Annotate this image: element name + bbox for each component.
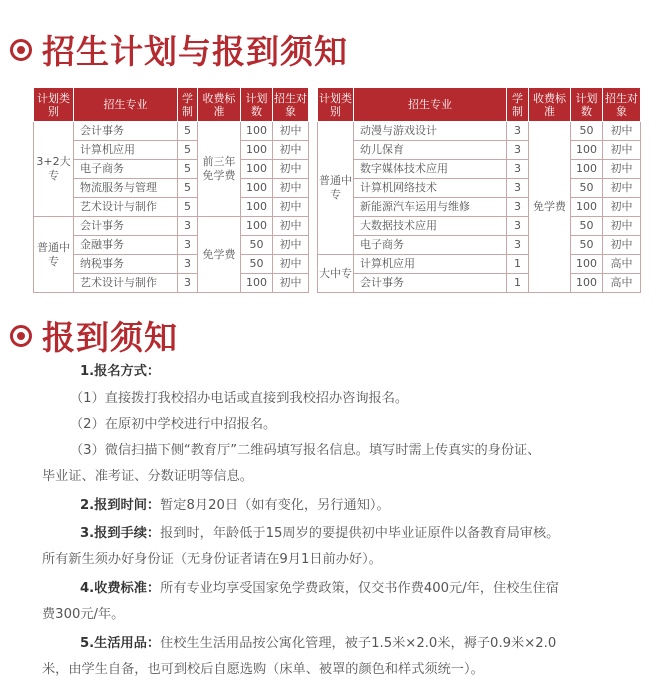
target-cell: 高中 (603, 274, 641, 293)
plan-cell: 100 (241, 160, 273, 179)
target-cell: 初中 (273, 179, 309, 198)
header-years: 学制 (507, 88, 529, 122)
section-title-plan (10, 26, 348, 73)
target-cell: 初中 (603, 236, 641, 255)
header-category: 计划类别 (318, 88, 354, 122)
item1-sub3a: （3）微信扫描下侧“教育厅”二维码填写报名信息。填写时需上传真实的身份证、 (70, 443, 541, 458)
major-cell: 金融事务 (74, 236, 178, 255)
target-cell: 初中 (603, 122, 641, 141)
table-row (34, 255, 309, 274)
plan-cell: 100 (241, 141, 273, 160)
target-cell: 初中 (603, 141, 641, 160)
years-cell: 5 (178, 141, 198, 160)
enrollment-table-left (33, 87, 309, 293)
plan-cell: 50 (241, 236, 273, 255)
fee-cell: 免学费 (529, 122, 571, 293)
category-cell: 大中专 (318, 255, 354, 293)
header-plan: 计划数 (241, 88, 273, 122)
target-cell: 初中 (273, 160, 309, 179)
plan-cell: 100 (571, 141, 603, 160)
table-row (34, 160, 309, 179)
years-cell: 3 (178, 255, 198, 274)
table-row (318, 236, 641, 255)
target-cell: 初中 (273, 274, 309, 293)
header-years: 学制 (178, 88, 198, 122)
plan-cell: 100 (571, 255, 603, 274)
plan-cell: 100 (571, 198, 603, 217)
item1-sub3b: 毕业证、准考证、分数证明等信息。 (42, 469, 253, 484)
table-row (318, 179, 641, 198)
table-row (318, 255, 641, 274)
major-cell: 艺术设计与制作 (74, 198, 178, 217)
major-cell: 纳税事务 (74, 255, 178, 274)
major-cell: 计算机应用 (74, 141, 178, 160)
plan-cell: 100 (241, 274, 273, 293)
major-cell: 电子商务 (354, 236, 507, 255)
major-cell: 艺术设计与制作 (74, 274, 178, 293)
years-cell: 3 (507, 122, 529, 141)
table-header-row (318, 88, 641, 122)
item5-text-a: 住校生生活用品按公寓化管理，被子1.5米×2.0米，褥子0.9米×2.0 (160, 636, 557, 651)
table-row (318, 217, 641, 236)
ring-bullet-icon (10, 325, 32, 347)
table-row (318, 141, 641, 160)
header-major: 招生专业 (354, 88, 507, 122)
table-header-row (34, 88, 309, 122)
major-cell: 新能源汽车运用与维修 (354, 198, 507, 217)
plan-cell: 100 (571, 274, 603, 293)
table-row (34, 236, 309, 255)
target-cell: 初中 (273, 141, 309, 160)
plan-cell: 50 (571, 236, 603, 255)
years-cell: 5 (178, 122, 198, 141)
item3-label: 3.报到手续： (80, 526, 161, 541)
table-row (318, 274, 641, 293)
header-target: 招生对象 (273, 88, 309, 122)
years-cell: 3 (507, 198, 529, 217)
target-cell: 初中 (273, 198, 309, 217)
years-cell: 1 (507, 255, 529, 274)
table-row (34, 141, 309, 160)
item4-text-b: 费300元/年。 (42, 607, 125, 622)
major-cell: 会计事务 (74, 122, 178, 141)
target-cell: 初中 (273, 255, 309, 274)
major-cell: 大数据技术应用 (354, 217, 507, 236)
ring-bullet-icon (10, 39, 32, 61)
header-major: 招生专业 (74, 88, 178, 122)
years-cell: 3 (507, 179, 529, 198)
item1-label: 1.报名方式： (80, 364, 161, 379)
section-title-text: 报到须知 (42, 318, 178, 357)
target-cell: 初中 (273, 217, 309, 236)
table-row (34, 122, 309, 141)
plan-cell: 100 (241, 198, 273, 217)
item2-text: 暂定8月20日（如有变化，另行通知）。 (160, 498, 390, 513)
item5-text-b: 米，由学生自备，也可到校后自愿选购（床单、被罩的颜色和样式须统一）。 (42, 662, 484, 677)
plan-cell: 50 (571, 122, 603, 141)
item1-sub2: （2）在原初中学校进行中招报名。 (70, 417, 277, 432)
header-target: 招生对象 (603, 88, 641, 122)
table-row (318, 122, 641, 141)
years-cell: 3 (507, 141, 529, 160)
enrollment-table-right (317, 87, 641, 293)
item1-sub1: （1）直接拨打我校招办电话或直接到我校招办咨询报名。 (70, 391, 409, 406)
item4-text-a: 所有专业均享受国家免学费政策，仅交书作费400元/年，住校生住宿 (160, 581, 559, 596)
header-category: 计划类别 (34, 88, 74, 122)
major-cell: 计算机应用 (354, 255, 507, 274)
fee-cell: 免学费 (198, 217, 241, 293)
table-row (34, 217, 309, 236)
fee-cell: 前三年免学费 (198, 122, 241, 217)
target-cell: 初中 (603, 198, 641, 217)
years-cell: 5 (178, 198, 198, 217)
major-cell: 物流服务与管理 (74, 179, 178, 198)
table-row (318, 198, 641, 217)
section-title-notice (10, 312, 178, 359)
years-cell: 3 (178, 236, 198, 255)
years-cell: 5 (178, 179, 198, 198)
major-cell: 计算机网络技术 (354, 179, 507, 198)
plan-cell: 100 (241, 122, 273, 141)
item3-text-a: 报到时，年龄低于15周岁的要提供初中毕业证原件以备教育局审核。 (160, 526, 560, 541)
header-fee: 收费标准 (529, 88, 571, 122)
item2 (80, 494, 390, 513)
target-cell: 初中 (603, 160, 641, 179)
item4-label: 4.收费标准： (80, 581, 161, 596)
major-cell: 幼儿保育 (354, 141, 507, 160)
item3-text-b: 所有新生须办好身份证（无身份证者请在9月1日前办好）。 (42, 552, 382, 567)
years-cell: 3 (507, 236, 529, 255)
years-cell: 3 (178, 217, 198, 236)
item4 (80, 577, 559, 596)
category-cell: 普通中专 (34, 217, 74, 293)
item5 (80, 632, 556, 651)
header-fee: 收费标准 (198, 88, 241, 122)
years-cell: 3 (507, 217, 529, 236)
item2-label: 2.报到时间： (80, 498, 161, 513)
major-cell: 会计事务 (354, 274, 507, 293)
plan-cell: 100 (571, 160, 603, 179)
plan-cell: 50 (241, 255, 273, 274)
plan-cell: 100 (241, 217, 273, 236)
category-cell: 普通中专 (318, 122, 354, 255)
plan-cell: 50 (571, 179, 603, 198)
major-cell: 动漫与游戏设计 (354, 122, 507, 141)
target-cell: 高中 (603, 255, 641, 274)
major-cell: 数字媒体技术应用 (354, 160, 507, 179)
table-row (34, 274, 309, 293)
target-cell: 初中 (603, 217, 641, 236)
target-cell: 初中 (273, 236, 309, 255)
years-cell: 3 (507, 160, 529, 179)
table-row (34, 179, 309, 198)
table-row (318, 160, 641, 179)
item5-label: 5.生活用品： (80, 636, 161, 651)
years-cell: 5 (178, 160, 198, 179)
years-cell: 1 (507, 274, 529, 293)
target-cell: 初中 (603, 179, 641, 198)
table-row (34, 198, 309, 217)
header-plan: 计划数 (571, 88, 603, 122)
plan-cell: 100 (241, 179, 273, 198)
section-title-text: 招生计划与报到须知 (42, 32, 348, 71)
item3 (80, 522, 559, 541)
category-cell: 3+2大专 (34, 122, 74, 217)
plan-cell: 50 (571, 217, 603, 236)
years-cell: 3 (178, 274, 198, 293)
major-cell: 会计事务 (74, 217, 178, 236)
target-cell: 初中 (273, 122, 309, 141)
major-cell: 电子商务 (74, 160, 178, 179)
